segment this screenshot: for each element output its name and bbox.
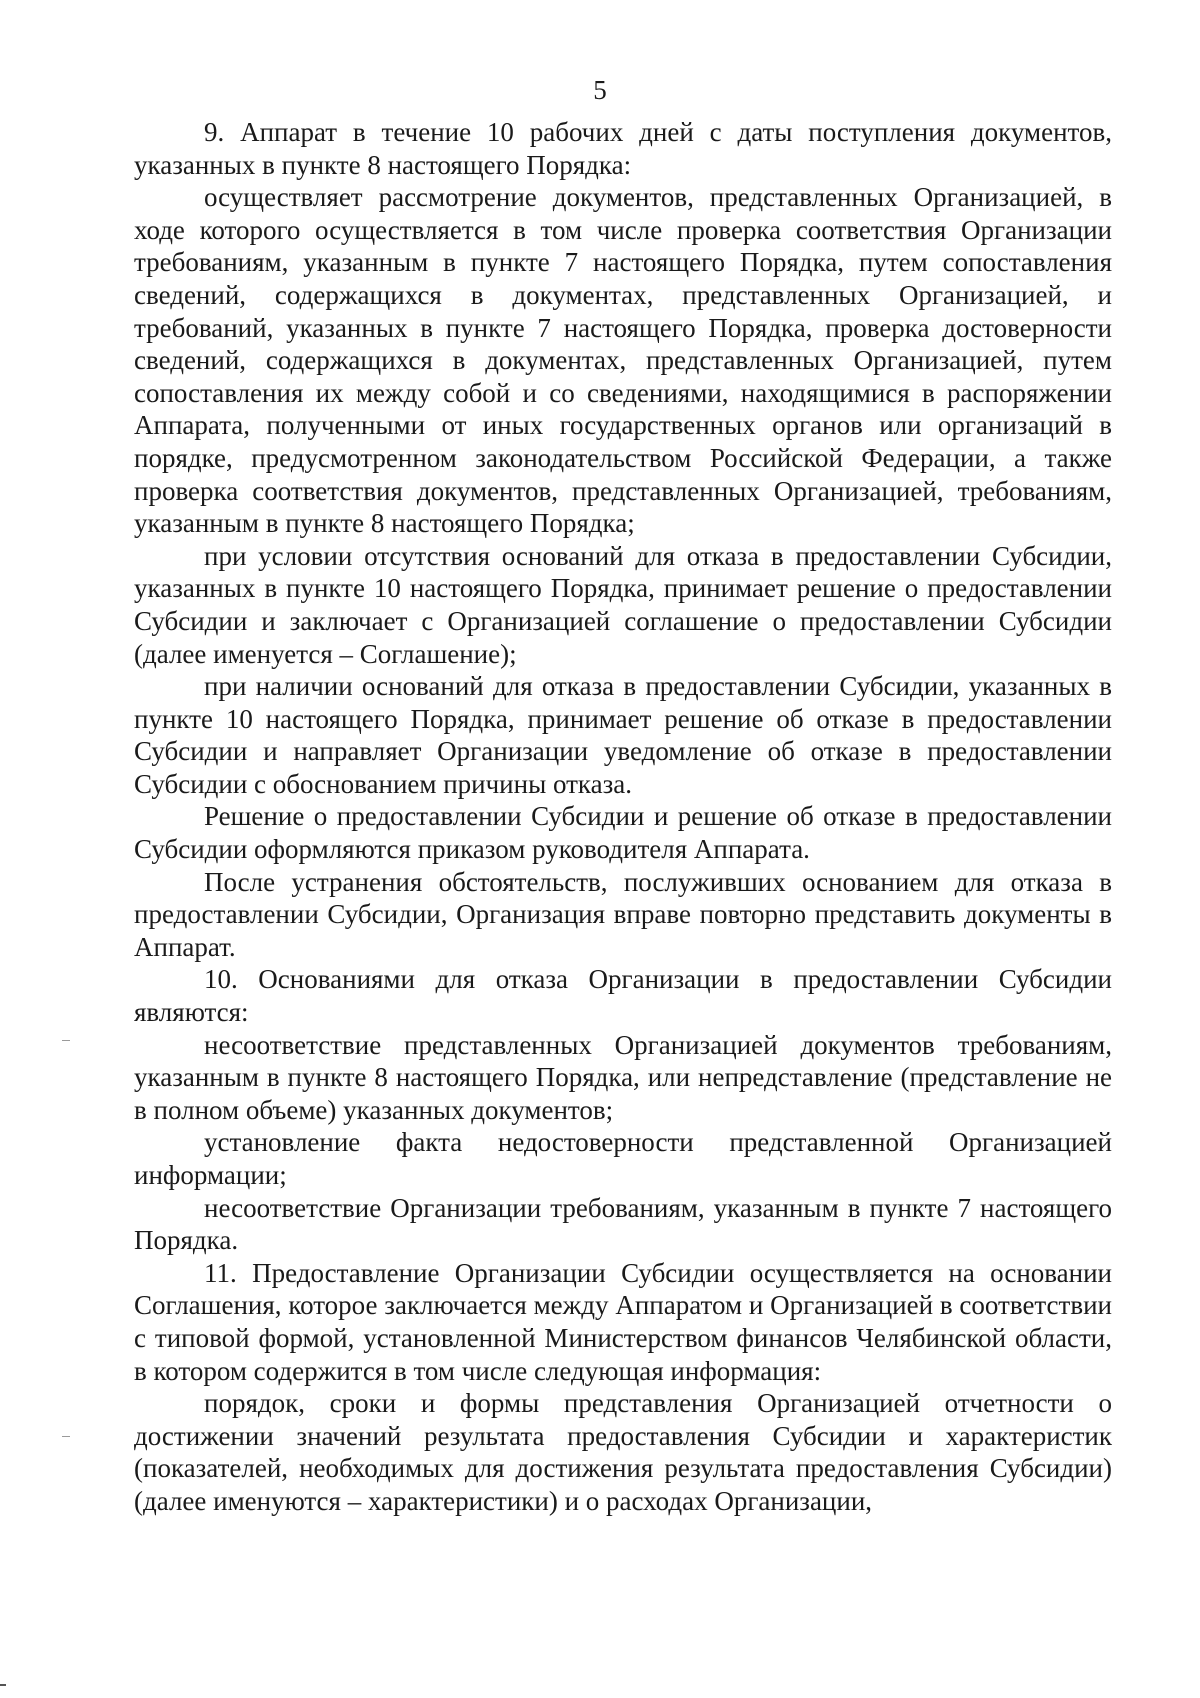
paragraph-grant-decision: при условии отсутствия оснований для отказа в предоставлении Субсидии, указанных в пункте 10 настоящего Порядка, принимает решение о предоставлении Субсидии и заключает с Организацией соглашение о предоставлении Субсидии (далее именуется – Соглашение); xyxy=(134,540,1112,669)
paragraph-refusal-decision: при наличии оснований для отказа в предоставлении Субсидии, указанных в пункте 10 настоящего Порядка, принимает решение об отказе в предоставлении Субсидии и направляет Организации уведомление об отказе в предоставлении Субсидии с обоснованием причины отказа. xyxy=(134,671,1112,799)
page-number: 5 xyxy=(593,75,607,105)
paragraph-resubmission: После устранения обстоятельств, послуживших основанием для отказа в предоставлении Субсидии, Организация вправе повторно представить документы в Аппарат. xyxy=(134,866,1112,962)
paragraph-refusal-ground-unreliable: установление факта недостоверности представленной Организацией информации; xyxy=(134,1127,1112,1190)
paragraph-11-intro: 11. Предоставление Организации Субсидии осуществляется на основании Соглашения, которое заключается между Аппаратом и Организацией в соответствии с типовой формой, установленной Министерством финансов Челябинской области, в котором содержится в том числе следующая информация: xyxy=(134,1257,1112,1386)
paragraph-refusal-ground-documents: несоответствие представленных Организацией документов требованиям, указанным в пункте 8 настоящего Порядка, или непредставление (представление не в полном объеме) указанных документов; xyxy=(134,1029,1112,1125)
document-body xyxy=(134,116,1112,1518)
paragraph-reporting-procedure: порядок, сроки и формы представления Организацией отчетности о достижении значений результата предоставления Субсидии и характеристик (показателей, необходимых для достижения результата предоставления Субсидии) (далее именуются – характеристики) и о расходах Организации, xyxy=(134,1388,1112,1516)
paragraph-document-review: осуществляет рассмотрение документов, представленных Организацией, в ходе которого осуществляется в том числе проверка соответствия Организации требованиям, указанным в пункте 7 настоящего Порядка, путем сопоставления сведений, содержащихся в документах, представленных Организацией, и требований, указанных в пункте 7 настоящего Порядка, проверка достоверности сведений, содержащихся в документах, представленных Организацией, путем сопоставления их между собой и со сведениями, находящимися в распоряжении Аппарата, полученными от иных государственных органов или организаций в порядке, предусмотренном законодательством Российской Федерации, а также проверка соответствия документов, представленных Организацией, требованиям, указанным в пункте 8 настоящего Порядка; xyxy=(134,182,1112,539)
scan-edge-mark xyxy=(62,1436,70,1437)
scan-edge-mark xyxy=(62,1040,70,1041)
paragraph-10-intro: 10. Основаниями для отказа Организации в предоставлении Субсидии являются: xyxy=(134,964,1112,1028)
paragraph-refusal-ground-requirements: несоответствие Организации требованиям, указанным в пункте 7 настоящего Порядка. xyxy=(134,1192,1112,1256)
paragraph-decision-order: Решение о предоставлении Субсидии и решение об отказе в предоставлении Субсидии оформляются приказом руководителя Аппарата. xyxy=(134,801,1112,865)
paragraph-9-intro: 9. Аппарат в течение 10 рабочих дней с даты поступления документов, указанных в пункте 8 настоящего Порядка: xyxy=(134,117,1112,180)
scan-edge-mark xyxy=(0,1684,6,1686)
